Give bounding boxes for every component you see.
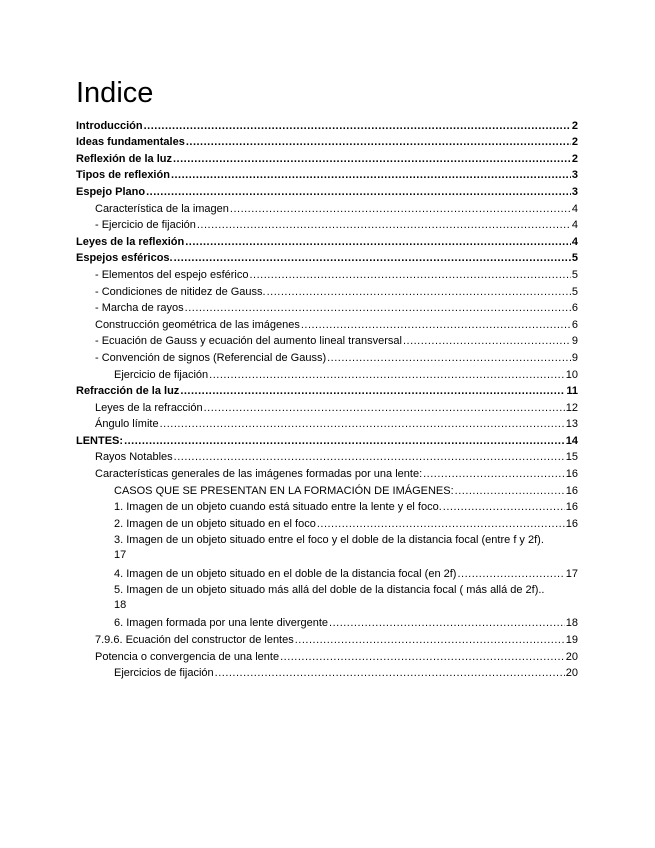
- toc-dot-leader: [146, 186, 571, 199]
- toc-dot-leader: [174, 451, 565, 464]
- toc-entry-title: 2. Imagen de un objeto situado en el foco: [114, 517, 316, 530]
- toc-entry-title: Reflexión de la luz: [76, 152, 172, 165]
- toc-entry-title: CASOS QUE SE PRESENTAN EN LA FORMACIÓN DE IMÁGENES:: [114, 484, 454, 497]
- toc-dot-leader: [329, 617, 565, 630]
- toc-entry[interactable]: [76, 365, 578, 382]
- toc-entry[interactable]: [76, 232, 578, 249]
- toc-entry-page: 5: [571, 268, 578, 281]
- toc-list: [76, 116, 578, 680]
- toc-entry-title-line: [114, 581, 578, 598]
- toc-entry[interactable]: [76, 614, 578, 631]
- toc-entry-page: 5: [571, 252, 578, 265]
- toc-dot-leader: [443, 501, 565, 514]
- toc-entry[interactable]: [76, 166, 578, 183]
- toc-entry[interactable]: [76, 332, 578, 349]
- toc-entry-title: Ejercicios de fijación: [114, 667, 214, 680]
- toc-entry-page: 4: [571, 202, 578, 215]
- toc-entry[interactable]: [76, 199, 578, 216]
- toc-dot-leader: [173, 153, 571, 166]
- toc-entry[interactable]: [76, 581, 578, 614]
- toc-entry[interactable]: [76, 481, 578, 498]
- toc-entry[interactable]: [76, 149, 578, 166]
- toc-dot-leader: [457, 568, 564, 581]
- toc-dot-leader: [124, 435, 565, 448]
- toc-entry[interactable]: [76, 564, 578, 581]
- toc-dot-leader: [267, 286, 571, 299]
- toc-entry-page: 13: [565, 418, 578, 431]
- toc-dot-leader: [301, 319, 571, 332]
- toc-dot-leader: [230, 203, 571, 216]
- toc-entry[interactable]: [76, 348, 578, 365]
- toc-entry-page: 15: [565, 451, 578, 464]
- toc-entry[interactable]: [76, 282, 578, 299]
- toc-entry-title: LENTES:: [76, 434, 124, 447]
- toc-entry[interactable]: [76, 664, 578, 681]
- toc-entry-page: 2: [571, 136, 578, 149]
- toc-entry-page: 20: [565, 667, 578, 680]
- toc-entry-page: 16: [565, 468, 578, 481]
- toc-entry-page: 16: [565, 517, 578, 530]
- toc-entry[interactable]: [76, 249, 578, 266]
- toc-dot-leader: [186, 136, 571, 149]
- toc-dot-leader: [280, 651, 565, 664]
- toc-entry-title: Ángulo límite: [95, 418, 159, 431]
- toc-entry-page: 5: [571, 285, 578, 298]
- toc-dot-leader: [317, 518, 565, 531]
- toc-entry[interactable]: [76, 182, 578, 199]
- toc-dot-leader: [144, 120, 571, 133]
- toc-entry[interactable]: [76, 216, 578, 233]
- toc-dot-leader: [197, 219, 571, 232]
- toc-entry-title: - Marcha de rayos: [95, 302, 184, 315]
- toc-entry-page: 2: [571, 152, 578, 165]
- toc-entry-title: 3. Imagen de un objeto situado entre el foco y el doble de la distancia focal (entre f y 2f).: [114, 534, 544, 547]
- toc-entry-title: Leyes de la refracción: [95, 401, 203, 414]
- toc-entry[interactable]: [76, 630, 578, 647]
- toc-entry[interactable]: [76, 299, 578, 316]
- toc-entry-title: 7.9.6. Ecuación del constructor de lentes: [95, 634, 294, 646]
- toc-dot-leader: [185, 302, 571, 315]
- toc-entry[interactable]: [76, 531, 578, 564]
- toc-entry[interactable]: [76, 382, 578, 399]
- toc-dot-leader: [403, 335, 571, 348]
- toc-dot-leader: [171, 169, 571, 182]
- toc-entry-page: 6: [571, 302, 578, 315]
- toc-entry-page: 11: [566, 385, 578, 398]
- toc-entry-title: Espejos esféricos.: [76, 252, 173, 265]
- toc-entry-page: 16: [565, 501, 578, 514]
- toc-title: Indice: [76, 77, 154, 109]
- toc-dot-leader: [455, 485, 565, 498]
- toc-entry-title: Espejo Plano: [76, 185, 146, 198]
- toc-entry-title: Rayos Notables: [95, 451, 173, 464]
- toc-entry-title: Leyes de la reflexión: [76, 235, 185, 248]
- toc-entry-page: 16: [565, 484, 578, 497]
- toc-entry-page: 10: [565, 368, 578, 381]
- toc-entry[interactable]: [76, 647, 578, 664]
- toc-entry-title: 1. Imagen de un objeto cuando está situado entre la lente y el foco.: [114, 501, 442, 514]
- toc-entry[interactable]: [76, 498, 578, 515]
- toc-entry-title: Características generales de las imágenes formadas por una lente:: [95, 468, 423, 481]
- toc-entry-title: - Convención de signos (Referencial de Gauss): [95, 351, 327, 364]
- toc-entry-title: - Ecuación de Gauss y ecuación del aumento lineal transversal: [95, 335, 402, 348]
- toc-entry[interactable]: [76, 133, 578, 150]
- toc-entry[interactable]: [76, 415, 578, 432]
- toc-entry-page: 18: [114, 599, 127, 612]
- toc-entry[interactable]: [76, 398, 578, 415]
- toc-entry[interactable]: [76, 448, 578, 465]
- toc-dot-leader: [174, 252, 571, 265]
- toc-entry-title: 4. Imagen de un objeto situado en el doble de la distancia focal (en 2f): [114, 567, 457, 580]
- toc-entry-title: Refracción de la luz: [76, 385, 180, 398]
- toc-dot-leader: [180, 385, 565, 398]
- toc-dot-leader: [185, 236, 571, 249]
- toc-dot-leader: [209, 369, 565, 382]
- toc-entry-title: - Ejercicio de fijación: [95, 219, 196, 232]
- toc-entry-page: 20: [565, 650, 578, 663]
- toc-entry-page: 9: [571, 351, 578, 364]
- toc-entry-title: 6. Imagen formada por una lente divergente: [114, 617, 329, 630]
- toc-entry-page: 2: [571, 119, 578, 132]
- toc-entry-page: 17: [114, 549, 127, 562]
- toc-entry-title: 5. Imagen de un objeto situado más allá del doble de la distancia focal ( más allá de 2f)..: [114, 584, 545, 597]
- toc-entry-page: 14: [565, 434, 578, 447]
- toc-entry[interactable]: [76, 265, 578, 282]
- toc-entry-page: 3: [571, 185, 578, 198]
- toc-entry-page: 4: [571, 219, 578, 232]
- toc-entry-title: Característica de la imagen: [95, 202, 229, 215]
- toc-entry-title: Tipos de reflexión: [76, 169, 170, 182]
- toc-dot-leader: [249, 269, 570, 282]
- toc-entry-page: 19: [565, 634, 578, 646]
- toc-entry[interactable]: [76, 315, 578, 332]
- toc-entry[interactable]: [76, 514, 578, 531]
- toc-entry-page: 3: [571, 169, 578, 182]
- toc-entry-title: Ejercicio de fijación: [114, 368, 209, 381]
- toc-dot-leader: [160, 418, 565, 431]
- toc-entry-page: 6: [571, 318, 578, 331]
- toc-entry-title: Potencia o convergencia de una lente: [95, 650, 280, 663]
- toc-entry-title: Introducción: [76, 119, 143, 132]
- toc-entry-page: 12: [565, 401, 578, 414]
- toc-dot-leader: [215, 667, 565, 680]
- toc-entry-title: Ideas fundamentales: [76, 136, 185, 149]
- toc-entry-title: - Condiciones de nitidez de Gauss.: [95, 285, 266, 298]
- toc-dot-leader: [423, 468, 565, 481]
- toc-entry-title: Construcción geométrica de las imágenes: [95, 318, 300, 331]
- toc-dot-leader: [295, 634, 565, 647]
- toc-entry-page: 4: [571, 235, 578, 248]
- toc-entry-title-line: [114, 531, 578, 548]
- toc-entry-title: - Elementos del espejo esférico: [95, 268, 249, 281]
- toc-entry-page: 9: [571, 335, 578, 348]
- toc-dot-leader: [204, 402, 565, 415]
- toc-entry-page: 17: [565, 567, 578, 580]
- toc-entry[interactable]: [76, 464, 578, 481]
- toc-dot-leader: [327, 352, 571, 365]
- toc-entry[interactable]: [76, 431, 578, 448]
- toc-entry-page: 18: [565, 617, 578, 630]
- toc-entry[interactable]: [76, 116, 578, 133]
